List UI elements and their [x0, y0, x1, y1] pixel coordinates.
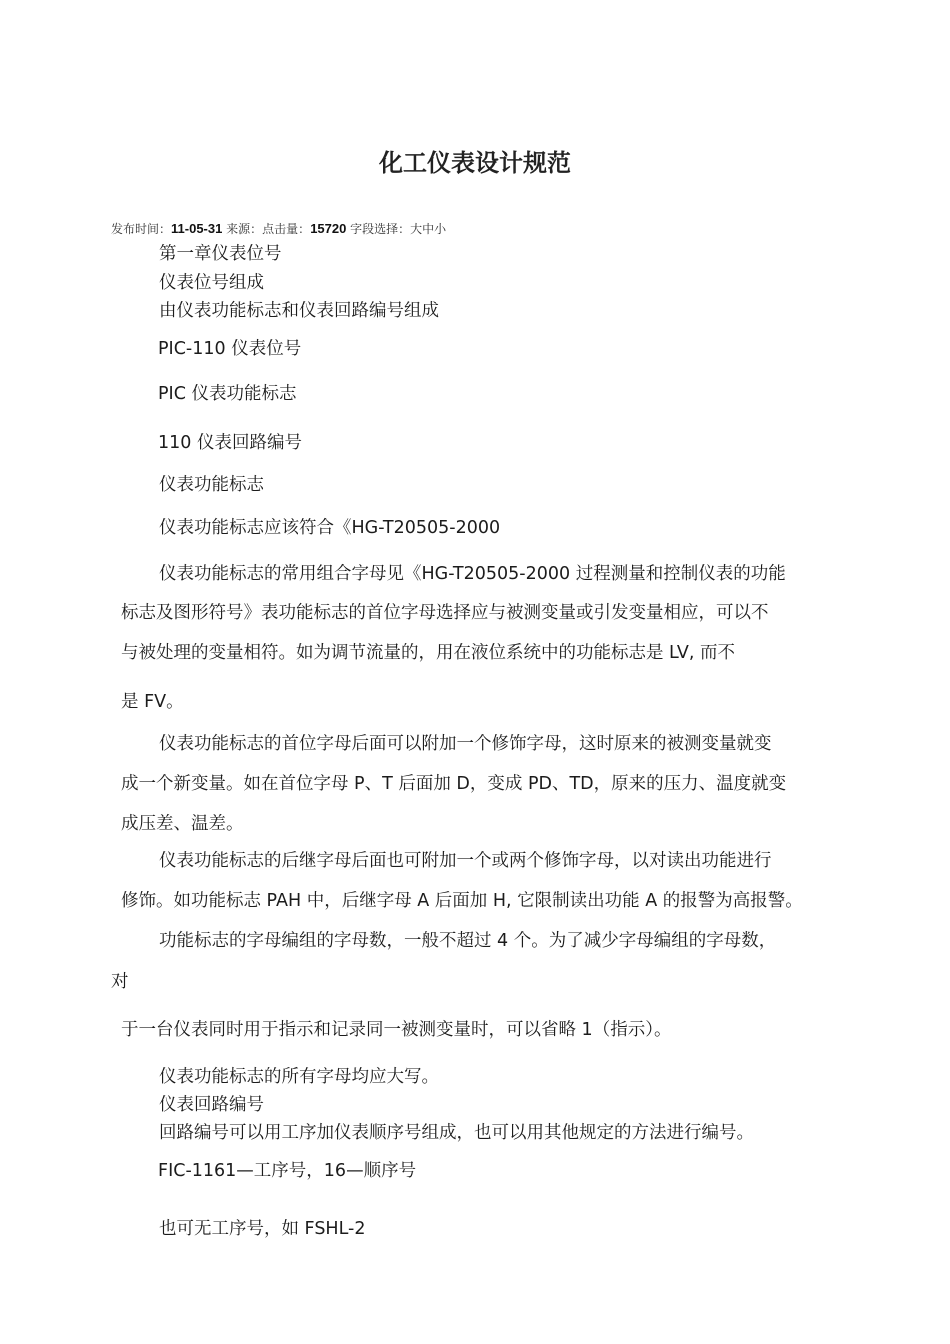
paragraph-line: 成一个新变量。如在首位字母 P、T 后面加 D，变成 PD、TD，原来的压力、温度就变 — [121, 774, 787, 794]
paragraph-line: 标志及图形符号》表功能标志的首位字母选择应与被测变量或引发变量相应，可以不 — [121, 603, 769, 623]
section-heading: 仪表位号组成 — [159, 273, 264, 293]
paragraph-line: 对 — [111, 972, 129, 992]
paragraph-line: 仪表功能标志的首位字母后面可以附加一个修饰字母，这时原来的被测变量就变 — [159, 734, 772, 754]
paragraph-line: 修饰。如功能标志 PAH 中，后继字母 A 后面加 H, 它限制读出功能 A 的报警为高报警。 — [121, 891, 803, 911]
section-heading: 仪表回路编号 — [159, 1095, 264, 1115]
section-heading: 仪表功能标志 — [159, 475, 264, 495]
paragraph-line: 于一台仪表同时用于指示和记录同一被测变量时，可以省略 1（指示）。 — [121, 1020, 672, 1040]
chapter-heading: 第一章仪表位号 — [159, 244, 282, 264]
paragraph-line: PIC-110 仪表位号 — [158, 339, 302, 359]
paragraph-line: PIC 仪表功能标志 — [158, 384, 297, 404]
paragraph-line: 110 仪表回路编号 — [158, 433, 302, 453]
source-label: 来源：点击量： — [226, 222, 311, 236]
font-size-selector[interactable]: 字段选择：大中小 — [350, 222, 447, 236]
paragraph-line: FIC-1161—工序号，16—顺序号 — [158, 1161, 417, 1181]
paragraph-line: 由仪表功能标志和仪表回路编号组成 — [159, 301, 439, 321]
click-count: 15720 — [310, 221, 347, 236]
paragraph-line: 是 FV。 — [121, 692, 184, 712]
publish-date: 11-05-31 — [171, 221, 223, 236]
paragraph-line: 仪表功能标志的常用组合字母见《HG-T20505-2000 过程测量和控制仪表的功能 — [159, 564, 786, 584]
meta-line — [111, 220, 446, 237]
paragraph-line: 功能标志的字母编组的字母数，一般不超过 4 个。为了减少字母编组的字母数， — [159, 931, 777, 951]
paragraph-line: 回路编号可以用工序加仪表顺序号组成，也可以用其他规定的方法进行编号。 — [159, 1123, 754, 1143]
publish-label: 发布时间： — [111, 222, 172, 236]
paragraph-line: 也可无工序号，如 FSHL-2 — [159, 1219, 366, 1239]
document-title: 化工仪表设计规范 — [379, 148, 571, 177]
paragraph-line: 成压差、温差。 — [121, 814, 244, 834]
paragraph-line: 仪表功能标志的所有字母均应大写。 — [159, 1067, 439, 1087]
paragraph-line: 仪表功能标志应该符合《HG-T20505-2000 — [159, 518, 501, 538]
paragraph-line: 与被处理的变量相符。如为调节流量的，用在液位系统中的功能标志是 LV, 而不 — [121, 643, 735, 663]
paragraph-line: 仪表功能标志的后继字母后面也可附加一个或两个修饰字母，以对读出功能进行 — [159, 851, 772, 871]
